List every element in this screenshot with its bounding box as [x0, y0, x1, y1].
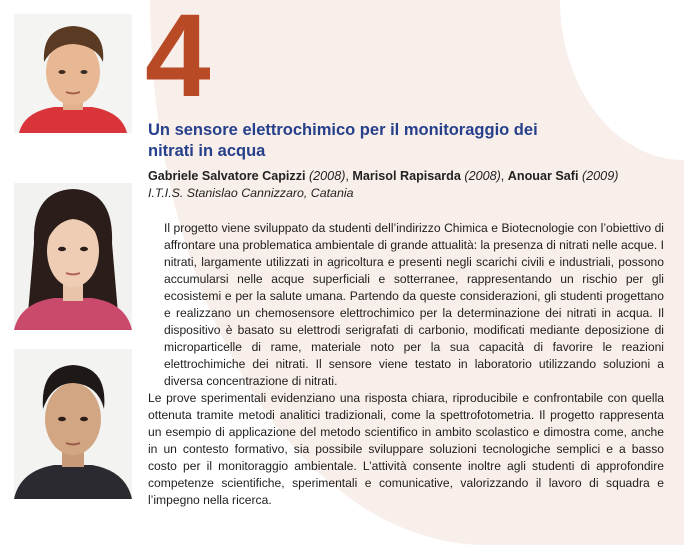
school-name: I.T.I.S. Stanislao Cannizzaro, Catania — [148, 186, 354, 200]
project-title: Un sensore elettrochimico per il monitoraggio dei nitrati in acqua — [148, 121, 538, 160]
author-year: (2008) — [308, 169, 346, 183]
author-name: Anouar Safi — [507, 169, 579, 183]
project-number: 4 — [145, 0, 211, 122]
author-year: (2009) — [581, 169, 619, 183]
author-name: Marisol Rapisarda — [352, 169, 461, 183]
body-paragraph: Le prove sperimentali evidenziano una risposta chiara, riproducibile e confrontabile con quella ottenuta tramite metodi analitici tradizionali, come la spettrofotometria. Il progetto rappresenta un esempio di applicazione del metodo scientifico in ambito scolastico e dimostra come, anche in un contesto formativo, sia possibile sviluppare soluzioni tecnologiche semplici e a basso costo per il monitoraggio ambientale. L’attività consente inoltre agli studenti di approfondire competenze scientifiche, sperimentali e comunicative, valorizzando il lavoro di squadra e l’impegno nella ricerca. — [148, 391, 664, 507]
author-year: (2008) — [464, 169, 501, 183]
student-photo-1 — [14, 14, 132, 133]
author-name: Gabriele Salvatore Capizzi — [148, 169, 306, 183]
article-body — [148, 220, 664, 509]
author-list: Gabriele Salvatore Capizzi (2008), Marisol Rapisarda (2008), Anouar Safi (2009) — [148, 169, 619, 183]
body-paragraph: Il progetto viene sviluppato da studenti dell’indirizzo Chimica e Biotecnologie con l’obiettivo di affrontare una problematica ambientale di grande attualità: la presenza di nitrati nelle acque. I nitrati, largamente utilizzati in agricoltura e presenti negli scarichi civili e industriali, possono accumularsi nelle acque superficiali e sotterranee, rappresentando un rischio per gli ecosistemi e per la salute umana. Partendo da queste considerazioni, gli studenti progettano e realizzano un chemosensore elettrochimico per la determinazione dei nitrati in acqua. Il dispositivo è basato su elettrodi serigrafati di carbonio, modificati mediante deposizione di microparticelle di rame, materiale noto per la sua capacità di favorire le reazioni elettrochimiche dei nitrati. Il sensore viene testato in laboratorio utilizzando soluzioni a diversa concentrazione di nitrati. — [164, 221, 664, 388]
student-photo-3 — [14, 349, 132, 499]
student-photo-2 — [14, 183, 132, 330]
